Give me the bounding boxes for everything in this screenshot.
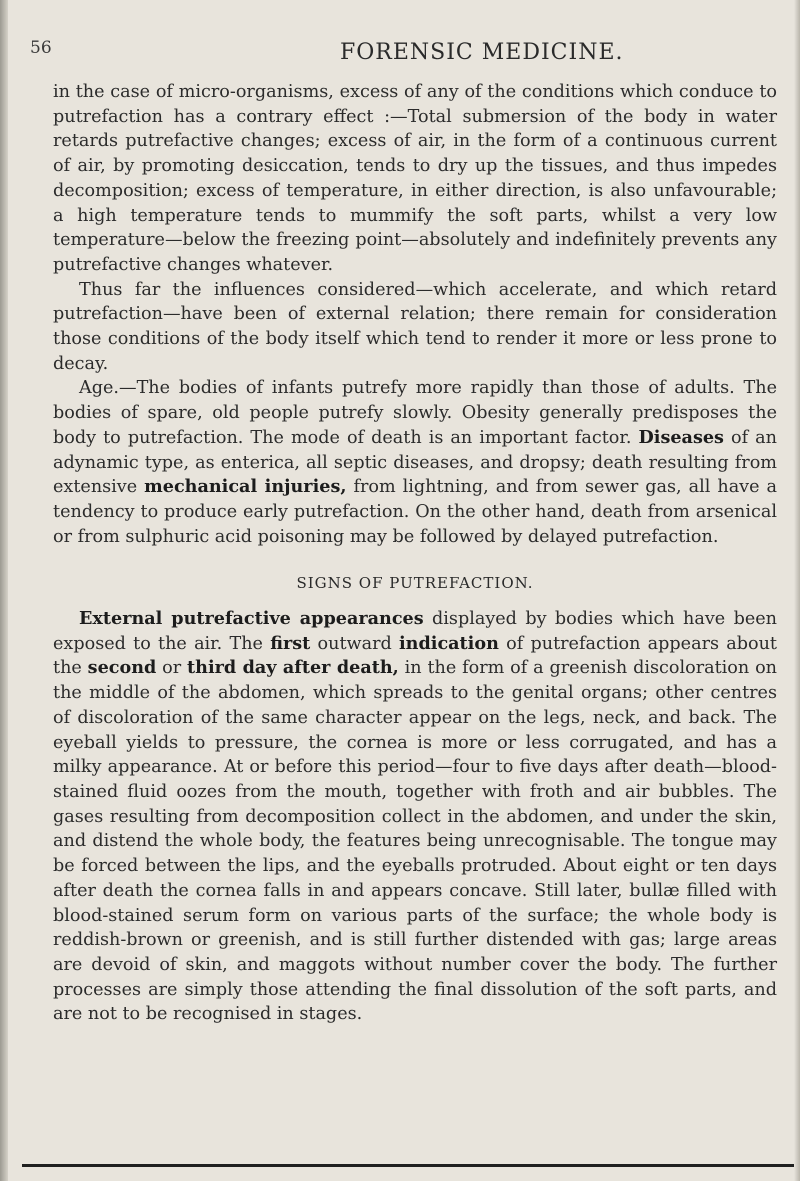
page-edge-shadow [794,0,800,1181]
paragraph-external-text-1: displayed by bodies which have been exposed to the air. The [53,609,777,654]
section-heading: SIGNS OF PUTREFACTION. [296,574,534,593]
paragraph-external-text-4: or [156,658,188,679]
paragraph-age-text-2: of an adynamic type, as enterica, all septic diseases, and dropsy; death resulting from extensive [53,427,777,498]
paragraph-external-text-5: in the form of a greenish discoloration on the middle of the abdomen, which spreads to the genital organs; other centres of discoloration of the same character appear on the legs, neck, and back. The eyeball yields to pressure, the cornea is more or less corrugated, and has a milky appearance. At or before this period—four to five days after death—blood-stained fluid oozes from the mouth, together with froth and air bubbles. The gases resulting from decomposition collect in the abdomen, and under the skin, and distend the whole body, the features being unrecognisable. The tongue may be forced between the lips, and the eyeballs protruded. About eight or ten days after death the cornea falls in and appears concave. Still later, bullæ filled with blood-stained serum form on various parts of the surface; the whole body is reddish-brown or greenish, and is still further distended with gas; large areas are devoid of skin, and maggots without number cover the body. The further processes are simply those attending the final dissolution of the soft parts, and are not to be recognised in stages. [53,658,777,1025]
page-number: 56 [30,38,52,58]
term-mechanical-injuries: mechanical injuries, [144,476,347,498]
paragraph-body-conditions: Thus far the influences considered—which accelerate, and which retard putrefaction—have been of external relation; there remain for consideration those conditions of the body itself which tend to render it more or less prone to decay. [53,279,777,374]
paragraph-conditions-excess: in the case of micro-organisms, excess of any of the conditions which conduce to putrefaction has a contrary effect :—Total submersion of the body in water retards putrefactive changes; excess of air, in the form of a continuous current of air, by promoting desiccation, tends to dry up the tissues, and thus impedes decomposition; excess of temperature, in either direction, is also unfavourable; a high temperature tends to mummify the soft parts, whilst a very low temperature—below the freezing point—absolutely and indefinitely prevents any putrefactive changes whatever. [53,82,777,275]
paragraph-external-text-2: outward [310,633,399,654]
body-text [53,80,777,1027]
term-first: first [270,632,311,654]
term-second: second [87,657,157,679]
paragraph-age-text-3: from lightning, and from sewer gas, all have a tendency to produce early putrefaction. On the other hand, death from arsenical or from sulphuric acid poisoning may be followed by delayed putrefaction. [53,477,778,547]
paragraph-age-text-1: Age.—The bodies of infants putrefy more rapidly than those of adults. The bodies of spare, old people putrefy slowly. Obesity generally predisposes the body to putrefaction. The mode of death is an important factor. [53,378,777,448]
page-binding-shadow [0,0,8,1181]
term-external-putrefactive-appearances: External putrefactive appearances [79,608,424,630]
paragraph-external-appearances [53,607,777,1027]
paragraph-age [53,376,777,549]
paragraph-external-text-3: of putrefaction appears about the [53,633,777,679]
term-third-day: third day after death, [187,657,399,679]
bottom-rule [22,1164,794,1167]
running-title: FORENSIC MEDICINE. [340,40,624,65]
term-indication: indication [398,632,499,654]
term-diseases: Diseases [638,426,724,448]
page-header [30,38,770,72]
